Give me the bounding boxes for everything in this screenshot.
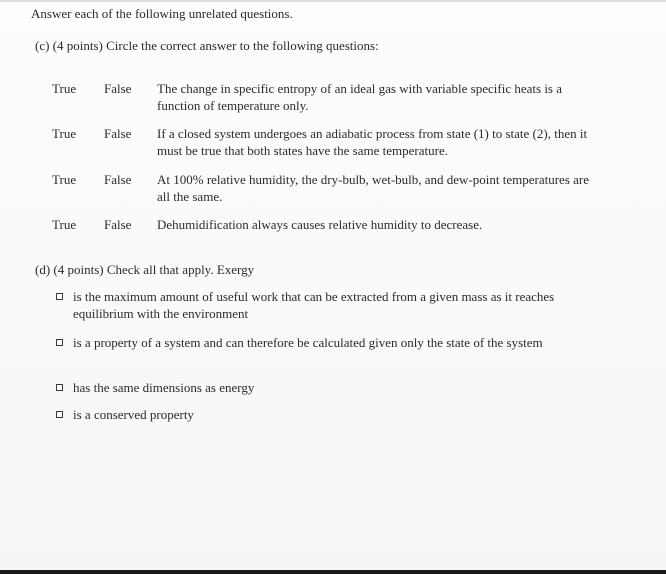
option-text: is a conserved property [73,407,194,422]
option-text: has the same dimensions as energy [73,380,255,395]
tf-statement: The change in specific entropy of an ideal gas with variable specific heats is a function of temperature only. [157,81,563,113]
part-d-heading: (d) (4 points) Check all that apply. Exergy [35,262,255,277]
checkbox[interactable] [56,293,63,300]
checkbox[interactable] [56,384,63,391]
true-option[interactable]: True [52,217,77,232]
top-edge [0,0,666,2]
false-option[interactable]: False [104,172,132,187]
tf-statement: At 100% relative humidity, the dry-bulb, wet-bulb, and dew-point temperatures are all the same. [157,172,590,204]
option-text: is the maximum amount of useful work that can be extracted from a given mass as it reaches equilibrium with the environment [73,289,555,321]
false-option[interactable]: False [104,217,132,232]
part-c-heading: (c) (4 points) Circle the correct answer to the following questions: [35,38,379,53]
checkbox[interactable] [56,339,63,346]
tf-statement: If a closed system undergoes an adiabatic process from state (1) to state (2), then it must be true that both states have the same temperature. [157,126,588,158]
true-option[interactable]: True [52,81,77,96]
tf-statement: Dehumidification always causes relative humidity to decrease. [157,217,483,232]
instructions: Answer each of the following unrelated questions. [31,6,293,21]
option-text: is a property of a system and can therefore be calculated given only the state of the system [73,335,543,350]
checkbox[interactable] [56,411,63,418]
false-option[interactable]: False [104,126,132,141]
true-option[interactable]: True [52,172,77,187]
bottom-edge [0,570,666,574]
true-option[interactable]: True [52,126,77,141]
false-option[interactable]: False [104,81,132,96]
